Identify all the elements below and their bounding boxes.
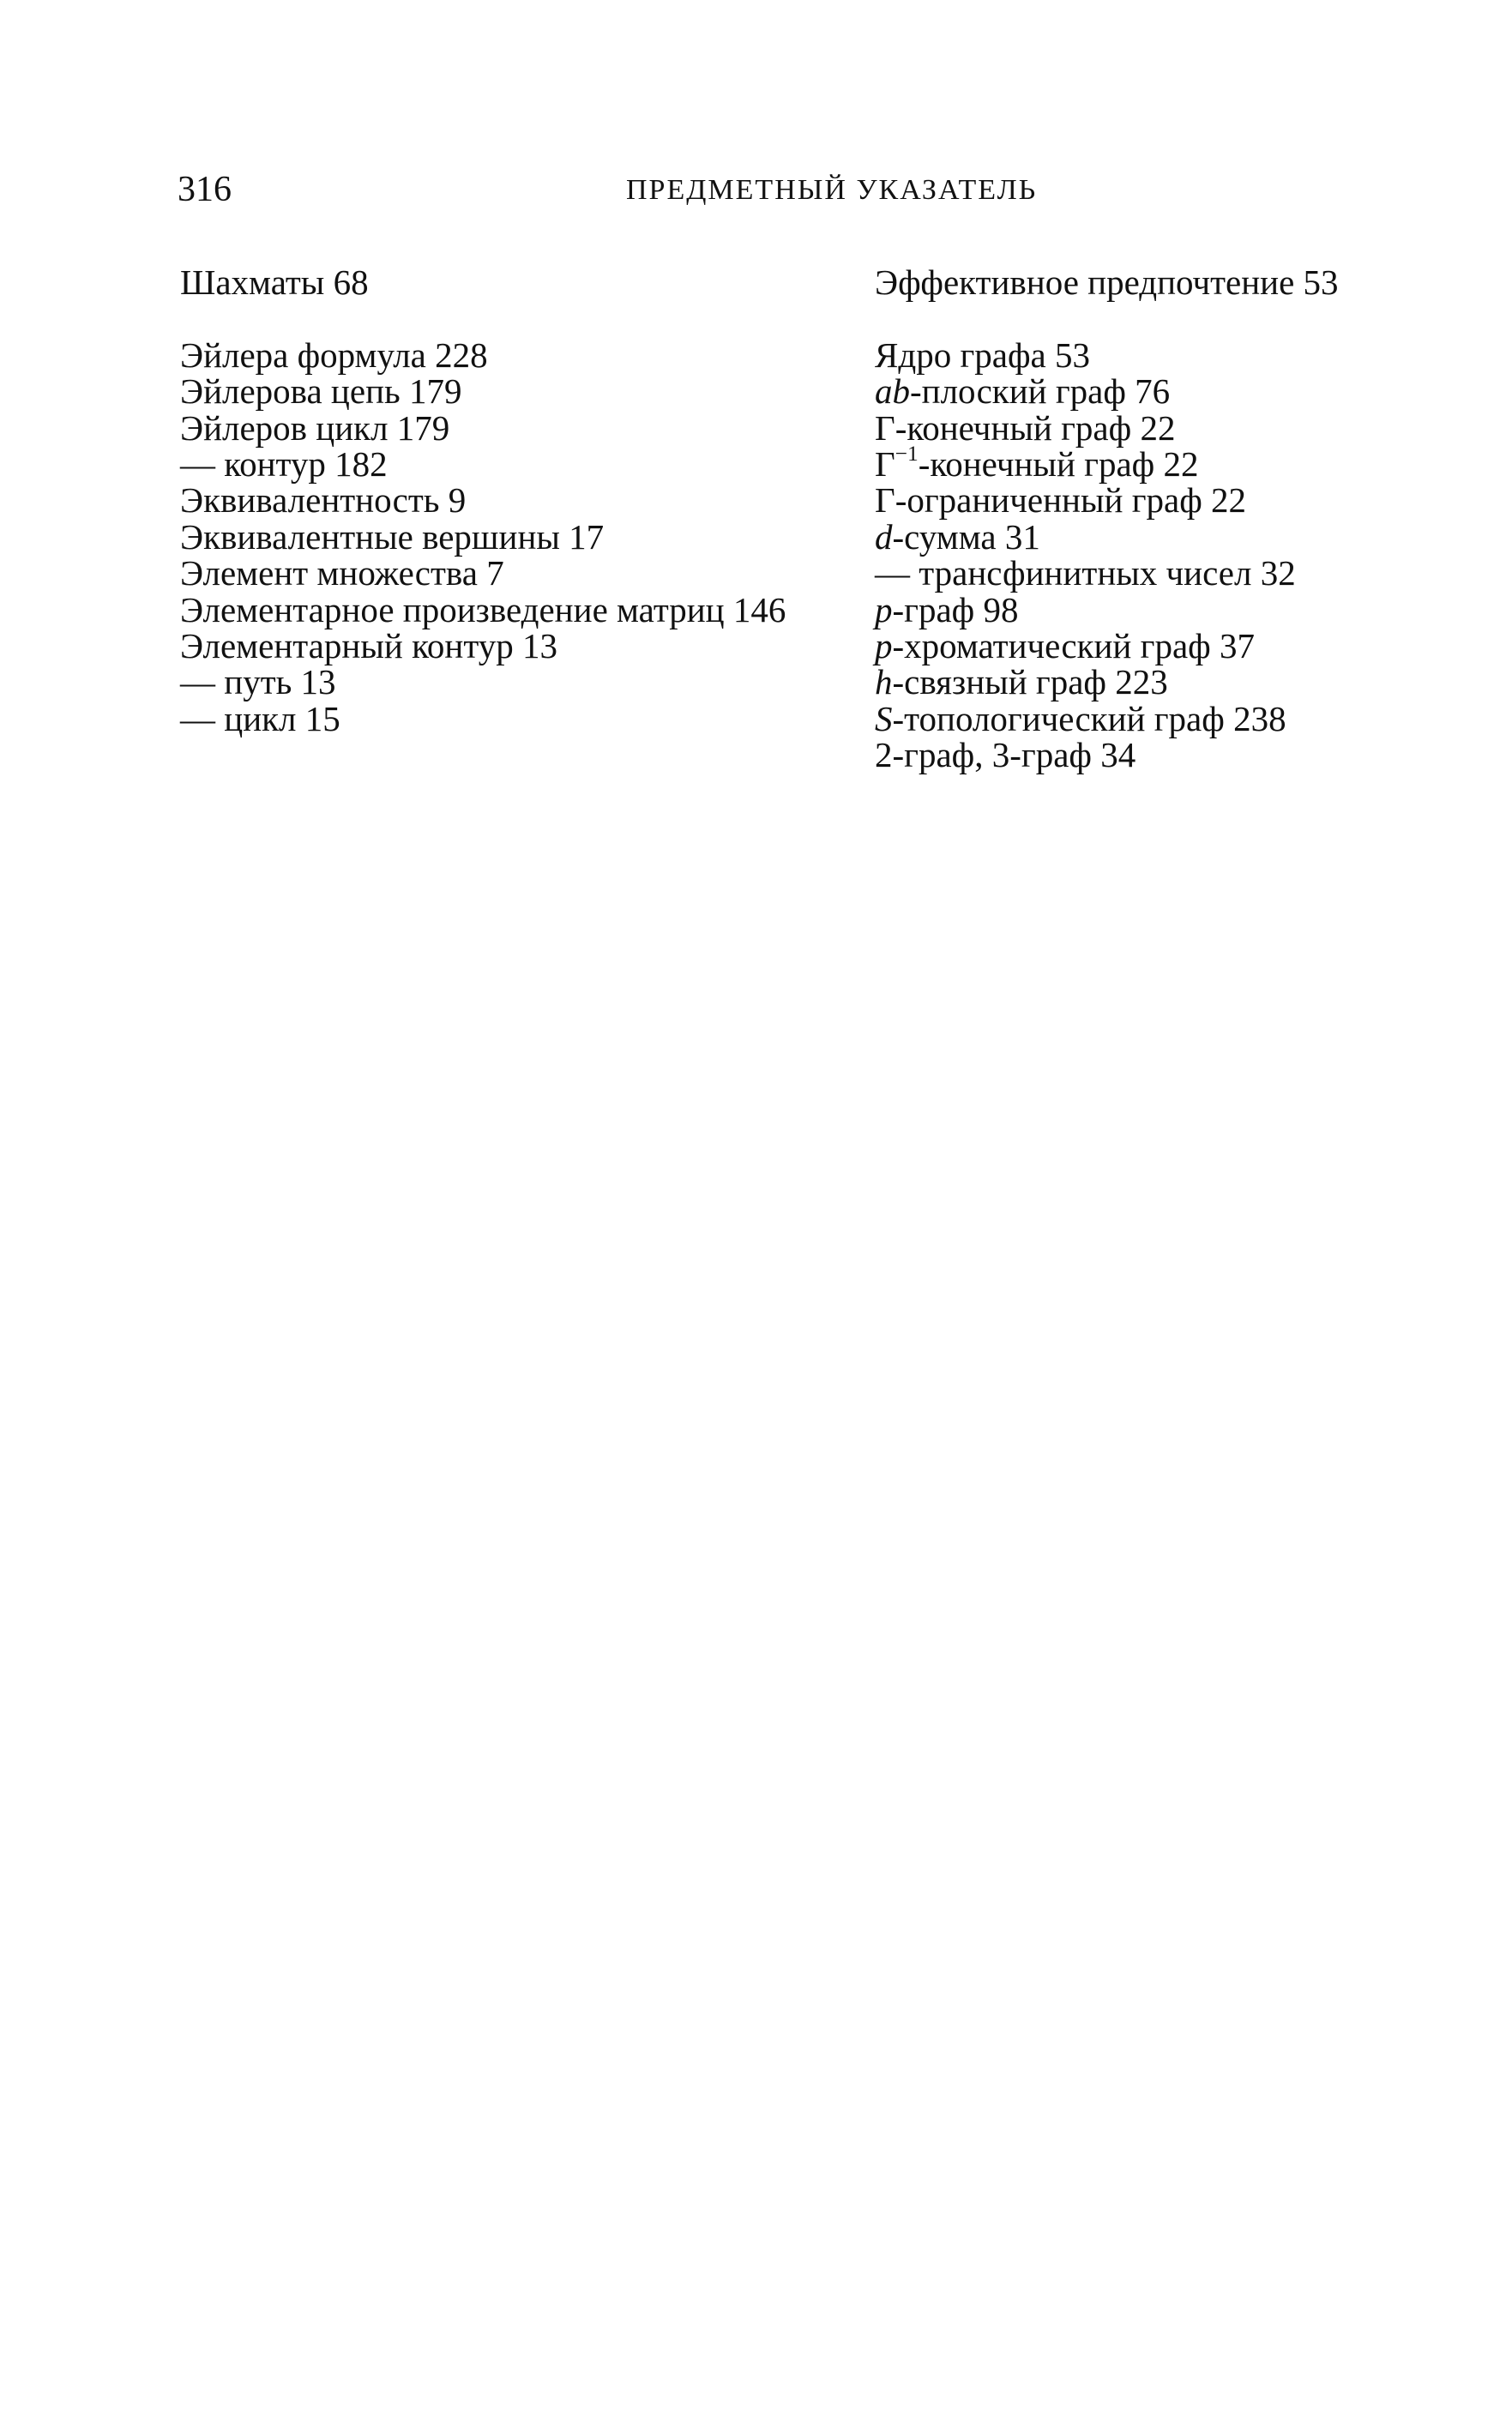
index-entry: Эффективное предпочтение 53 xyxy=(875,262,1339,302)
entry-text: -плоский граф 76 xyxy=(910,371,1171,412)
index-entry xyxy=(875,441,1424,485)
index-entry: Эйлеров цикл 179 xyxy=(180,407,450,448)
index-subentry: — контур 182 xyxy=(180,444,388,485)
index-entry: Эквивалентность 9 xyxy=(180,480,467,521)
entry-text: -граф 98 xyxy=(892,589,1019,629)
index-column-right xyxy=(875,264,1424,774)
index-entry: Эйлера формула 228 xyxy=(180,334,488,375)
index-entry xyxy=(875,664,1424,700)
index-entry: Ядро графа 53 xyxy=(875,334,1090,375)
group-spacer xyxy=(180,300,832,336)
math-symbol: h xyxy=(875,662,893,702)
group-spacer xyxy=(875,300,1424,336)
entry-text: -конечный граф 22 xyxy=(918,444,1199,485)
index-entry xyxy=(875,589,1424,629)
page-number: 316 xyxy=(178,170,232,209)
index-entry: Г-конечный граф 22 xyxy=(875,407,1176,448)
index-entry: Г-ограниченный граф 22 xyxy=(875,480,1247,521)
math-symbol: Г xyxy=(875,444,895,485)
index-entry xyxy=(875,516,1424,557)
index-column-left xyxy=(180,264,832,737)
index-subentry: — трансфинитных чисел 32 xyxy=(875,553,1296,593)
index-entry xyxy=(875,628,1424,664)
entry-text: -сумма 31 xyxy=(892,516,1040,557)
index-subentry: — цикл 15 xyxy=(180,698,340,738)
index-entry xyxy=(875,698,1424,738)
index-entry: Элементарное произведение матриц 146 xyxy=(180,589,786,629)
entry-text: -топологический граф 238 xyxy=(892,698,1286,738)
index-entry: Элемент множества 7 xyxy=(180,553,504,593)
index-entry: Эквивалентные вершины 17 xyxy=(180,516,605,557)
math-symbol: S xyxy=(875,698,893,738)
index-entry: Эйлерова цепь 179 xyxy=(180,371,462,412)
entry-text: -хроматический граф 37 xyxy=(892,626,1255,666)
index-entry: 2-граф, 3-граф 34 xyxy=(875,735,1136,775)
entry-text: -связный граф 223 xyxy=(892,662,1168,702)
math-symbol: p xyxy=(875,589,893,629)
math-symbol: ab xyxy=(875,371,910,412)
index-entry xyxy=(875,371,1424,412)
index-entry: Элементарный контур 13 xyxy=(180,626,557,666)
math-symbol: d xyxy=(875,516,893,557)
math-superscript: −1 xyxy=(895,441,919,466)
running-title: ПРЕДМЕТНЫЙ УКАЗАТЕЛЬ xyxy=(626,174,1038,206)
index-subentry: — путь 13 xyxy=(180,662,336,702)
index-entry: Шахматы 68 xyxy=(180,262,369,302)
math-symbol: p xyxy=(875,626,893,666)
